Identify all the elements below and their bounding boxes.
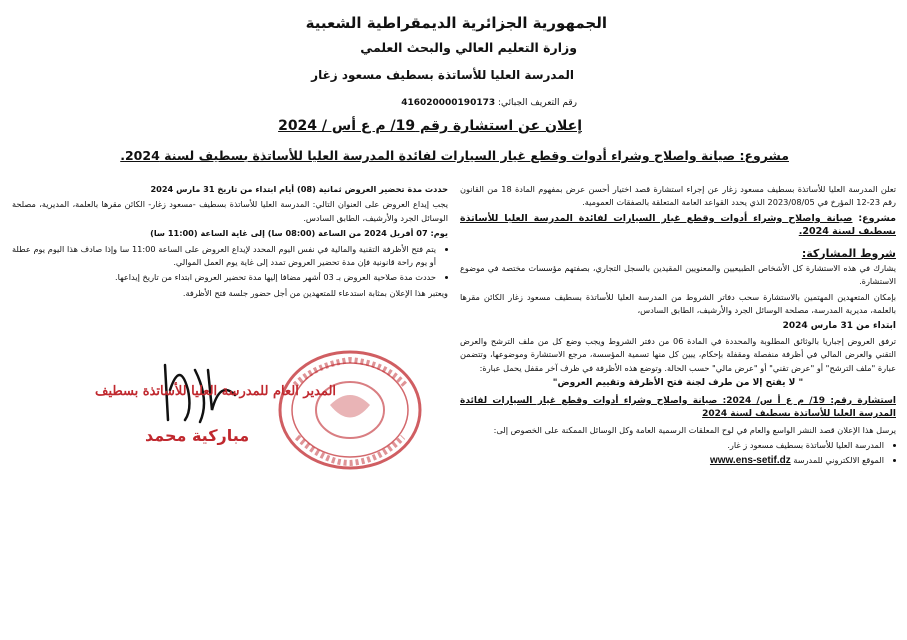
- left-column: [12, 183, 448, 302]
- participation-title: شروط المشاركة:: [801, 246, 896, 260]
- invitation-text: ويعتبر هذا الإعلان بمثابة استدعاء للمتعهدين من أجل حضور جلسة فتح الأظرفة.: [182, 287, 448, 298]
- tax-id-line: [401, 98, 577, 108]
- start-date: ابتداء من 31 مارس 2024: [782, 320, 896, 331]
- withdraw-text: بإمكان المتعهدين المهتمين بالاستشارة سحب دفاتر الشروط من المدرسة العليا للأساتذة بسطيف مسعود زغار الكائن مقرها بالعلمة، مديرية المدرسة، مصلحة الوسائل الجرد والأرشيف، الطابق السادس،: [460, 291, 896, 316]
- republic-title: الجمهورية الجزائرية الديمقراطية الشعبية: [305, 14, 607, 32]
- duration-text: حددت مدة تحضير العروض ثمانية (08) أيام ابتداء من تاريخ 31 مارس 2024: [150, 184, 448, 194]
- ministry-title: وزارة التعليم العالي والبحث العلمي: [360, 40, 577, 55]
- project-line: [460, 212, 896, 239]
- conditions-list: [12, 243, 448, 285]
- project-heading: مشروع: صيانة واصلاح وشراء أدوات وقطع غيار السيارات لفائدة المدرسة العليا للأساتذة بسطيف لسنة 2024.: [120, 148, 789, 163]
- signature-title: المدير العام للمدرسة العليا للأساتذة بسطيف: [95, 384, 337, 399]
- publish-list: [460, 439, 896, 468]
- publish-item-label: الموقع الالكتروني للمدرسة: [793, 455, 884, 466]
- tax-id-value: 416020000190173: [401, 98, 496, 108]
- notice-title: إعلان عن استشارة رقم 19/ م ع أس / 2024: [278, 118, 582, 134]
- intro-paragraph: تعلن المدرسة العليا للأساتذة بسطيف مسعود زغار عن إجراء استشارة قصد اختيار أحسن عرض بمفهوم المادة 18 من القانون رقم 23-12 المؤرخ في 2023/08/05 الذي يحدد القواعد العامة المتعلقة بالصفقات العمومية.: [460, 184, 896, 208]
- official-seal: [255, 345, 435, 475]
- publish-item: • المدرسة العليا للأساتذة بسطيف مسعود ز غار.: [460, 439, 884, 452]
- publish-item: [460, 454, 884, 467]
- project-label: مشروع:: [858, 212, 896, 224]
- deposit-text: يجب إيداع العروض على العنوان التالي: المدرسة العليا للأساتذة بسطيف -مسعود زغار- الكائن مقرها بالعلمة، المديرية، مصلحة الوسائل الجرد والأرشيف، الطابق السادس.: [12, 199, 448, 223]
- right-column: [460, 183, 896, 470]
- deposit-day: يوم: 07 أفريل 2024 من الساعة (08:00 سا) إلى غاية الساعة (11:00 سا): [150, 228, 448, 239]
- consultation-reference: استشارة رقم: 19/ م ع أ س/ 2024: صيانة واصلاح وشراء أدوات وقطع غيار السيارات لفائدة المدرسة العليا للأساتذة بسطيف لسنة 2024: [460, 395, 896, 420]
- project-text: صيانة واصلاح وشراء أدوات وقطع غيار السيارات لفائدة المدرسة العليا للأساتذة بسطيف لسنة 2024.: [460, 212, 896, 238]
- participation-text: يشارك في هذه الاستشارة كل الأشخاص الطبيعيين والمعنويين المقيدين بالسجل التجاري، بصفتهم مؤسسات مختصة في موضوع الاستشارة.: [460, 263, 896, 287]
- tax-id-label: رقم التعريف الجبائي:: [498, 98, 577, 108]
- school-name: المدرسة العليا للأساتذة بسطيف مسعود زغار: [311, 68, 574, 82]
- condition-item: • حددت مدة صلاحية العروض بـ 03 أشهر مضافا إليها مدة تحضير العروض ابتداء من تاريخ إيداعها.: [12, 271, 436, 284]
- publish-text: يرسل هذا الإعلان قصد النشر الواسع والعام في لوح المعلقات الرسمية العامة وكل الوسائل الممكنة على الخصوص إلى:: [493, 424, 896, 435]
- offers-text: ترفق العروض إجباريا بالوثائق المطلوبة والمحددة في المادة 06 من دفتر الشروط ويجب وضع كل من ملف الترشح والعرض التقني والعرض المالي في أظرفة منفصلة ومقفلة بإحكام، يبين كل منها تسمية المؤسسة، مرجع الاستشارة وموضوعها، وتتضمن عبارة "ملف الترشح" أو "عرض تقني" أو "عرض مالي" حسب الحالة. وتوضع هذه الأظرفة في ظرف آخر مقفل يحمل عبارة:: [460, 336, 896, 373]
- signature-name: مباركية محمد: [145, 426, 250, 445]
- condition-item: • يتم فتح الأظرفة التقنية والمالية في نفس اليوم المحدد لإيداع العروض على الساعة 11:00 سا وإذا صادف هذا اليوم يوم عطلة أو يوم راحة قانونية فإن مدة تحضير العروض تمدد إلى غاية يوم العمل الموالي.: [12, 243, 436, 270]
- website-link[interactable]: www.ens-setif.dz: [709, 455, 791, 467]
- envelope-quote: " لا يفتح إلا من طرف لجنة فتح الأظرفة وتقييم العروض": [552, 378, 804, 389]
